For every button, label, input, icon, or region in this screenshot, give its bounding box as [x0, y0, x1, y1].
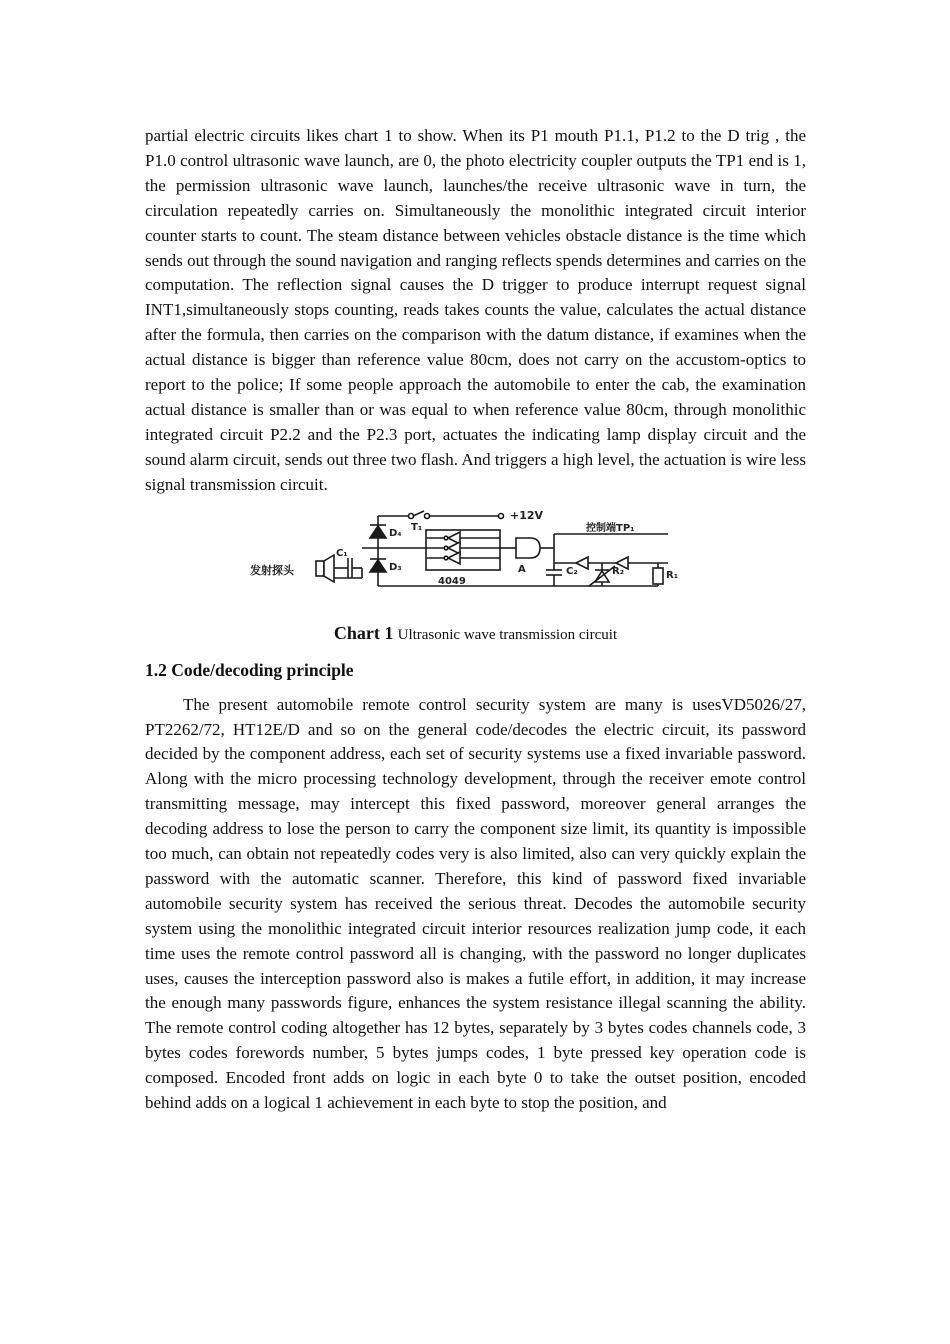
paragraph-circuit-description: partial electric circuits likes chart 1 to show. When its P1 mouth P1.1, P1.2 to the D trig , the P1.0 control ultrasonic wave launch, are 0, the photo electricity coupler outputs the TP1 end is 1, the permission ultrasonic wave launch, launches/the receive ultrasonic wave in turn, the circulation repeatedly carries on. Simultaneously the monolithic integrated circuit interior counter starts to count. The steam distance between vehicles obstacle distance is the time which sends out through the sound navigation and ranging reflects spends determines and carries on the computation. The reflection signal causes the D trigger to produce interrupt request signal INT1,simultaneously stops counting, reads takes counts the value, calculates the actual distance after the formula, then carries on the comparison with the datum distance, if examines when the actual distance is bigger than reference value 80cm, does not carry on the accustom-optics to report to the police; If some people approach the automobile to enter the cab, the examination actual distance is smaller than or was equal to when reference value 80cm, through monolithic integrated circuit P2.2 and the P2.3 port, actuates the indicating lamp display circuit and the sound alarm circuit, sends out three two flash. And triggers a high level, the actuation is wire less signal transmission circuit. [145, 126, 806, 494]
label-r2: R₂ [612, 565, 625, 577]
caption-label: Chart 1 [333, 622, 394, 643]
speaker-symbol [316, 555, 334, 582]
figure-ultrasonic-circuit [145, 508, 806, 608]
label-t1: T₁ [411, 521, 423, 533]
section-heading: 1.2 Code/decoding principle [145, 659, 354, 680]
label-c1: C₁ [336, 547, 348, 559]
paragraph-code-decoding: The present automobile remote control security system are many is usesVD5026/27, PT2262/72, HT12E/D and so on the general code/decodes the electric circuit, its password decided by the component address, each set of security systems use a fixed invariable password. Along with the micro processing technology development, through the receiver emote control transmitting message, may intercept this fixed password, moreover general arranges the decoding address to lose the person to carry the component size limit, its quantity is impossible too much, can obtain not repeatedly codes very is also limited, also can very quickly explain the password with the automatic scanner. Therefore, this kind of password fixed invariable automobile security system has received the serious threat. Decodes the automobile security system using the monolithic integrated circuit interior resources realization jump code, it each time uses the remote control password all is changing, with the password no longer duplicates uses, causes the interception password also is makes a futile effort, in addition, it may increase the enough many passwords figure, enhances the system resistance illegal scanning the ability. The remote control coding altogether has 12 bytes, separately by 3 bytes codes channels code, 3 bytes codes forewords number, 5 bytes jumps codes, 1 byte pressed key operation code is composed. Encoded front adds on logic in each byte 0 to take the outset position, encoded behind adds on a logical 1 achievement in each byte to stop the position, and [145, 694, 806, 1113]
label-d3: D₃ [389, 561, 402, 573]
label-supply: +12V [510, 508, 544, 522]
label-chip: 4049 [438, 575, 466, 587]
caption-text: Ultrasonic wave transmission circuit [397, 626, 618, 643]
label-c2: C₂ [566, 565, 578, 577]
circuit-diagram [248, 508, 708, 608]
label-control-terminal: 控制端TP₁ [586, 522, 635, 534]
figure-caption [145, 622, 806, 646]
label-d4: D₄ [389, 527, 402, 539]
document-page [145, 124, 806, 1116]
label-r1: R₁ [666, 569, 679, 581]
label-node-a: A [518, 563, 526, 575]
label-transmit-probe: 发射探头 [250, 563, 294, 577]
